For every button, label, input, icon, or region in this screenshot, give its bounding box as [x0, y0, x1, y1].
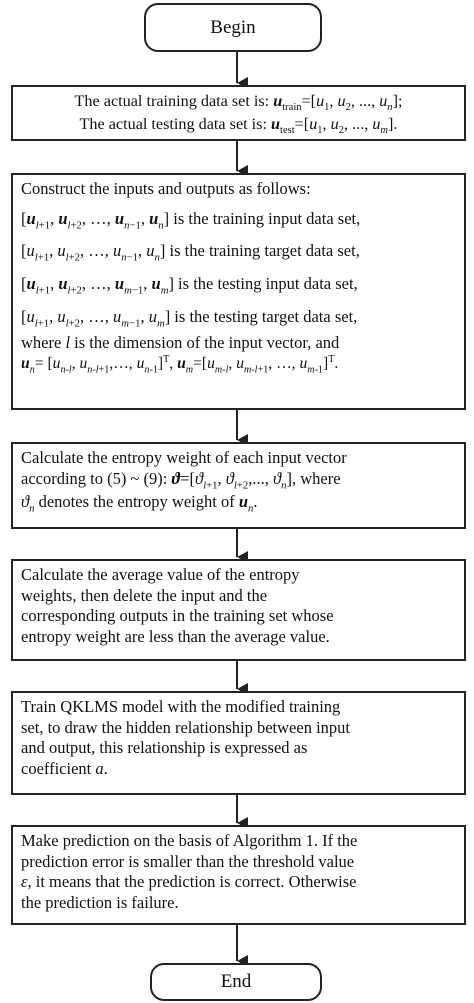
train-line1: Train QKLMS model with the modified training: [21, 697, 341, 716]
testing-data-set-text: The actual testing data set is: $u_{test}=[u_1$, $u_2$, ..., $u_m$].: [79, 115, 398, 137]
step4-box: [11, 559, 466, 661]
predict-line4: the prediction is failure.: [21, 892, 179, 912]
input-vector-definition-text: $u_n= [u_{n-l}$, $u_{n-l+1},\dots$, $u_{n-1}]^T$, $u_m=[u_{m-l}$, $u_{m-l+1}$, …, $u_{m-1}]^T$.: [21, 353, 339, 376]
predict-line3-text: ε, it means that the prediction is correct. Otherwise: [21, 872, 357, 892]
entropy-weight-line2-text: according to (5) ~ (9): $ϑ=[ϑ_{l+1}$, $ϑ_{l+2}$,..., $ϑ_n$], where: [21, 468, 341, 491]
step2-box: [11, 173, 466, 410]
training-data-set-text: The actual training data set is: $u_{train}=[u_1$, $u_2$, ..., $u_n$];: [74, 92, 403, 114]
training-input-set-text: [$u_{l+1}$, $u_{l+2}$, …, $u_{n-1}$, $u_n$] is the training input data set,: [21, 208, 361, 231]
begin-node: [144, 3, 322, 52]
step1-box: [11, 85, 466, 141]
predict-line1: Make prediction on the basis of Algorithm 1. If the: [21, 831, 358, 850]
construct-heading: Construct the inputs and outputs as follows:: [21, 179, 311, 198]
entropy-weight-line1: Calculate the entropy weight of each input vector: [21, 448, 347, 467]
end-label: End: [220, 971, 252, 992]
average-line3: corresponding outputs in the training set whose: [21, 606, 334, 626]
step6-box: [11, 825, 466, 925]
training-target-set-text: [$u_{l+1}$, $u_{l+2}$, …, $u_{n-1}$, $u_n$] is the training target data set,: [21, 241, 360, 264]
step5-box: [11, 691, 466, 795]
step3-box: [11, 442, 466, 529]
end-node: [150, 963, 322, 1001]
testing-input-set-text: [$u_{l+1}$, $u_{l+2}$, …, $u_{m-1}$, $u_m$] is the testing input data set,: [21, 273, 358, 297]
entropy-weight-line3-text: $ϑ_n$ denotes the entropy weight of $u_n$.: [21, 492, 258, 515]
train-line4-text: coefficient a.: [21, 758, 108, 778]
average-line1: Calculate the average value of the entropy: [21, 565, 300, 584]
average-line4: entropy weight are less than the average value.: [21, 626, 330, 646]
average-line2: weights, then delete the input and the: [21, 585, 268, 605]
testing-target-set-text: [$u_{l+1}$, $u_{l+2}$, …, $u_{m-1}$, $u_m$] is the testing target data set,: [21, 306, 358, 329]
train-line3: and output, this relationship is expressed as: [21, 738, 308, 758]
input-dimension-note-text: where l is the dimension of the input vector, and: [21, 333, 340, 353]
train-line2: set, to draw the hidden relationship between input: [21, 717, 351, 737]
predict-line2: prediction error is smaller than the threshold value: [21, 851, 355, 871]
begin-label: Begin: [210, 16, 256, 38]
